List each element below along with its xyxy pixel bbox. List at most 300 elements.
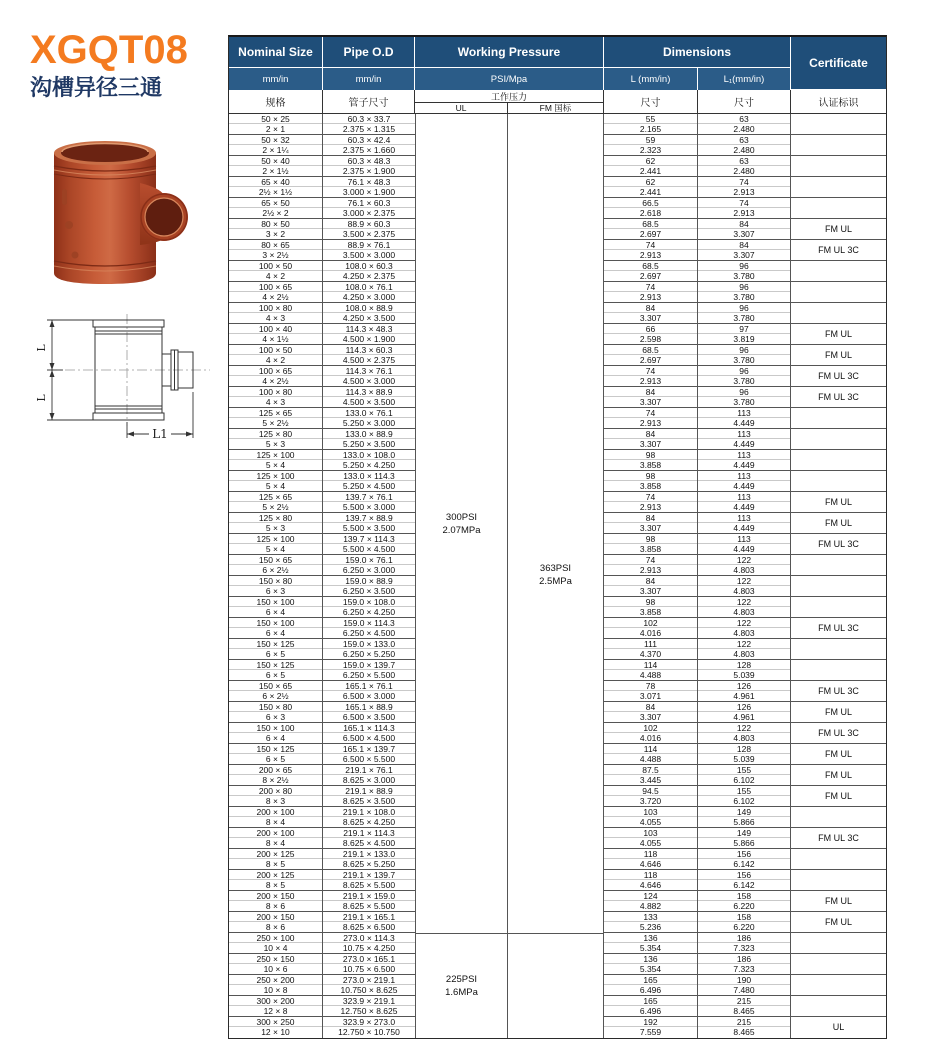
nominal-mm-value: 200 × 125 [229,849,322,859]
dimension-l-cell [604,345,698,365]
pipe-od-cell [323,870,415,890]
nominal-in-value: 5 × 3 [265,523,286,533]
l-mm-value: 102 [604,618,697,628]
dimension-l1-cell [698,471,791,491]
l1-in-value: 7.323 [733,964,755,974]
nominal-in-value: 10 × 8 [263,985,288,995]
od-mm-value: 139.7 × 114.3 [323,534,415,544]
pipe-od-cell [323,891,415,911]
nominal-size-cell [229,954,323,974]
unit-dimension-l: L (mm/in) [604,68,698,90]
nominal-in-value: 8 × 6 [265,922,286,932]
l-in-value: 3.720 [639,796,662,806]
pipe-od-cell [323,303,415,323]
od-mm-value: 114.3 × 88.9 [323,387,415,397]
dimension-l-cell [604,408,698,428]
pipe-od-cell [323,366,415,386]
dimension-l1-cell [698,975,791,995]
nominal-in-value: 4 × 2 [265,271,286,281]
l1-in-value: 2.480 [733,166,755,176]
nominal-mm-value: 65 × 50 [229,198,322,208]
nominal-in-value: 5 × 2½ [262,502,289,512]
pipe-od-cell [323,555,415,575]
l1-mm-value: 113 [698,534,790,544]
l-in-value: 3.858 [639,544,662,554]
l-mm-value: 68.5 [604,219,697,229]
nominal-in-value: 6 × 5 [265,670,286,680]
nominal-size-cell [229,912,323,932]
certificate-cell [791,156,886,176]
nominal-in-value: 12 × 8 [263,1006,288,1016]
pressure-ul-lower-cell [415,933,508,1038]
od-in-value: 8.625 × 3.000 [342,775,396,785]
product-photo-image [45,133,190,288]
certificate-cell [791,198,886,218]
l1-in-value: 3.780 [733,271,755,281]
pipe-od-cell [323,429,415,449]
pipe-od-cell [323,219,415,239]
od-in-value: 3.500 × 3.000 [342,250,396,260]
dimension-l1-cell [698,849,791,869]
dimension-l1-cell [698,912,791,932]
l1-in-value: 4.449 [733,544,755,554]
nominal-mm-value: 150 × 80 [229,702,322,712]
od-in-value: 10.75 × 4.250 [342,943,396,953]
nominal-size-cell [229,702,323,722]
l1-in-value: 6.220 [733,901,755,911]
nominal-size-cell [229,597,323,617]
od-in-value: 6.250 × 3.500 [342,586,396,596]
dimension-l-cell [604,639,698,659]
nominal-mm-value: 150 × 80 [229,576,322,586]
certificate-cell: FM UL 3C [818,833,859,843]
nominal-in-value: 4 × 3 [265,313,286,323]
nominal-in-value: 6 × 5 [265,754,286,764]
l-mm-value: 136 [604,933,697,943]
nominal-in-value: 4 × 1½ [262,334,289,344]
l1-mm-value: 156 [698,849,790,859]
od-in-value: 5.500 × 3.500 [342,523,396,533]
l-mm-value: 74 [604,282,697,292]
dimension-l-cell [604,849,698,869]
l1-in-value: 4.803 [733,607,755,617]
od-in-value: 8.625 × 5.500 [342,901,396,911]
od-in-value: 5.500 × 3.000 [342,502,396,512]
pipe-od-cell [323,744,415,764]
od-mm-value: 273.0 × 114.3 [323,933,415,943]
od-in-value: 5.250 × 4.250 [342,460,396,470]
l-in-value: 3.307 [639,523,662,533]
pipe-od-cell [323,1017,415,1038]
dimension-l-cell [604,135,698,155]
nominal-size-cell [229,849,323,869]
certificate-cell: FM UL [825,350,852,360]
header-nominal-size: Nominal Size [229,37,323,68]
pipe-od-cell [323,597,415,617]
pipe-od-cell [323,618,415,638]
pipe-od-cell [323,345,415,365]
l1-mm-value: 149 [698,807,790,817]
od-in-value: 8.625 × 4.250 [342,817,396,827]
l-in-value: 2.697 [639,271,662,281]
nominal-size-cell [229,828,323,848]
od-in-value: 3.000 × 1.900 [342,187,396,197]
l1-mm-value: 128 [698,660,790,670]
l-mm-value: 62 [604,156,697,166]
od-in-value: 4.250 × 2.375 [342,271,396,281]
od-mm-value: 108.0 × 76.1 [323,282,415,292]
pressure-ul-upper-psi: 300PSI [445,511,478,523]
nominal-in-value: 4 × 2½ [262,376,289,386]
od-mm-value: 165.1 × 114.3 [323,723,415,733]
l-mm-value: 165 [604,996,697,1006]
nominal-mm-value: 150 × 100 [229,618,322,628]
dimension-l-cell [604,513,698,533]
l-mm-value: 55 [604,114,697,124]
l1-mm-value: 96 [698,366,790,376]
dimension-l-cell [604,765,698,785]
l1-in-value: 2.913 [733,187,755,197]
l-in-value: 2.913 [639,502,662,512]
nominal-mm-value: 100 × 80 [229,303,322,313]
dimension-l1-cell [698,681,791,701]
product-name-chinese: 沟槽异径三通 [30,75,163,100]
l1-in-value: 4.449 [733,439,755,449]
l-mm-value: 66 [604,324,697,334]
dimension-l-cell [604,387,698,407]
pressure-fm-lower-cell [508,933,604,1038]
nominal-size-cell [229,345,323,365]
nominal-mm-value: 150 × 100 [229,723,322,733]
od-in-value: 4.500 × 1.900 [342,334,396,344]
certificate-cell: FM UL 3C [818,539,859,549]
l-mm-value: 84 [604,429,697,439]
nominal-size-cell [229,555,323,575]
od-mm-value: 60.3 × 33.7 [323,114,415,124]
od-in-value: 8.625 × 5.250 [342,859,396,869]
certificate-cell: FM UL [825,497,852,507]
nominal-size-cell [229,303,323,323]
dimension-l1-cell [698,639,791,659]
pipe-od-cell [323,954,415,974]
dimension-l-cell [604,282,698,302]
dimension-l-cell [604,450,698,470]
nominal-in-value: 2 × 1 [265,124,286,134]
od-mm-value: 76.1 × 60.3 [323,198,415,208]
od-mm-value: 88.9 × 76.1 [323,240,415,250]
od-in-value: 4.500 × 2.375 [342,355,396,365]
pipe-od-cell [323,471,415,491]
dimension-l-cell [604,555,698,575]
nominal-size-cell [229,534,323,554]
nominal-in-value: 6 × 3 [265,712,286,722]
nominal-size-cell [229,618,323,638]
nominal-in-value: 5 × 4 [265,544,286,554]
nominal-mm-value: 125 × 65 [229,492,322,502]
nominal-size-cell [229,681,323,701]
nominal-size-cell [229,198,323,218]
pipe-od-cell [323,114,415,134]
dimension-l-cell [604,870,698,890]
nominal-in-value: 8 × 5 [265,880,286,890]
l1-in-value: 3.780 [733,376,755,386]
pressure-ul-lower-mpa: 1.6MPa [445,987,478,998]
od-mm-value: 139.7 × 88.9 [323,513,415,523]
nominal-in-value: 8 × 6 [265,901,286,911]
cn-header-working-pressure: 工作压力 [415,90,603,103]
dimension-l1-cell [698,429,791,449]
l-in-value: 2.598 [639,334,662,344]
l1-in-value: 4.449 [733,502,755,512]
nominal-size-cell [229,576,323,596]
od-mm-value: 108.0 × 60.3 [323,261,415,271]
l1-mm-value: 149 [698,828,790,838]
l-mm-value: 74 [604,240,697,250]
od-mm-value: 133.0 × 108.0 [323,450,415,460]
l-mm-value: 192 [604,1017,697,1027]
nominal-size-cell [229,765,323,785]
l-mm-value: 74 [604,492,697,502]
l1-mm-value: 156 [698,870,790,880]
dimension-l1-cell [698,282,791,302]
pressure-ul-upper-mpa: 2.07MPa [442,524,481,536]
od-in-value: 5.250 × 3.000 [342,418,396,428]
l1-in-value: 4.961 [733,691,755,701]
l1-mm-value: 63 [698,114,790,124]
certificate-cell [791,660,886,680]
pressure-fm-upper-cell [508,114,604,933]
nominal-size-cell [229,975,323,995]
nominal-mm-value: 150 × 65 [229,555,322,565]
nominal-in-value: 4 × 3 [265,397,286,407]
unit-working-pressure: PSI/Mpa [415,68,604,90]
dimension-l1-cell [698,870,791,890]
nominal-in-value: 4 × 2½ [262,292,289,302]
pipe-od-cell [323,681,415,701]
certificate-cell: FM UL [825,917,852,927]
nominal-size-cell [229,429,323,449]
od-mm-value: 165.1 × 139.7 [323,744,415,754]
l1-in-value: 5.039 [733,670,755,680]
l-mm-value: 114 [604,744,697,754]
nominal-mm-value: 150 × 125 [229,639,322,649]
od-mm-value: 133.0 × 88.9 [323,429,415,439]
nominal-in-value: 12 × 10 [261,1027,290,1037]
nominal-mm-value: 100 × 65 [229,366,322,376]
od-mm-value: 114.3 × 48.3 [323,324,415,334]
nominal-in-value: 3 × 2½ [262,250,289,260]
od-mm-value: 159.0 × 114.3 [323,618,415,628]
od-in-value: 4.250 × 3.000 [342,292,396,302]
dimension-l1-cell [698,156,791,176]
nominal-size-cell [229,891,323,911]
dimension-l-cell [604,723,698,743]
l1-mm-value: 96 [698,282,790,292]
l-in-value: 3.858 [639,460,662,470]
l1-in-value: 3.780 [733,313,755,323]
nominal-in-value: 2 × 1¼ [262,145,289,155]
od-in-value: 12.750 × 10.750 [338,1027,400,1037]
l-mm-value: 62 [604,177,697,187]
od-mm-value: 159.0 × 133.0 [323,639,415,649]
nominal-size-cell [229,387,323,407]
nominal-size-cell [229,114,323,134]
l-in-value: 2.323 [639,145,662,155]
l-mm-value: 74 [604,366,697,376]
l-in-value: 5.354 [639,943,662,953]
dimension-l1-cell [698,702,791,722]
certificate-cell [791,639,886,659]
certificate-cell [791,408,886,428]
l-in-value: 7.559 [639,1027,662,1037]
l-mm-value: 84 [604,387,697,397]
pipe-od-cell [323,177,415,197]
l1-in-value: 2.480 [733,124,755,134]
nominal-in-value: 6 × 3 [265,586,286,596]
l-mm-value: 59 [604,135,697,145]
nominal-size-cell [229,240,323,260]
pipe-od-cell [323,534,415,554]
l-mm-value: 78 [604,681,697,691]
l-mm-value: 84 [604,513,697,523]
certificate-cell [791,576,886,596]
l1-in-value: 6.142 [733,859,755,869]
nominal-mm-value: 125 × 100 [229,534,322,544]
l1-in-value: 8.465 [733,1027,755,1037]
nominal-in-value: 8 × 4 [265,838,286,848]
l1-in-value: 4.803 [733,586,755,596]
od-mm-value: 219.1 × 114.3 [323,828,415,838]
nominal-size-cell [229,366,323,386]
l-in-value: 2.913 [639,250,662,260]
l-mm-value: 98 [604,450,697,460]
l-in-value: 3.071 [639,691,662,701]
nominal-size-cell [229,786,323,806]
od-mm-value: 219.1 × 159.0 [323,891,415,901]
certificate-cell: FM UL [825,518,852,528]
nominal-mm-value: 100 × 80 [229,387,322,397]
l-mm-value: 118 [604,870,697,880]
pipe-od-cell [323,261,415,281]
l-in-value: 3.445 [639,775,662,785]
dimension-l-cell [604,702,698,722]
l-in-value: 5.354 [639,964,662,974]
od-mm-value: 273.0 × 219.1 [323,975,415,985]
nominal-size-cell [229,660,323,680]
l-mm-value: 133 [604,912,697,922]
l-mm-value: 103 [604,807,697,817]
l1-in-value: 5.039 [733,754,755,764]
nominal-in-value: 6 × 4 [265,733,286,743]
certificate-cell [791,807,886,827]
nominal-in-value: 8 × 2½ [262,775,289,785]
nominal-mm-value: 200 × 125 [229,870,322,880]
nominal-mm-value: 125 × 80 [229,429,322,439]
nominal-in-value: 8 × 3 [265,796,286,806]
dimension-l-cell [604,114,698,134]
l1-mm-value: 122 [698,576,790,586]
dimension-l-cell [604,492,698,512]
nominal-in-value: 10 × 4 [263,943,288,953]
dimension-l-cell [604,177,698,197]
l-mm-value: 124 [604,891,697,901]
dimension-l1-cell [698,723,791,743]
l1-mm-value: 96 [698,345,790,355]
l1-in-value: 2.480 [733,145,755,155]
l1-mm-value: 190 [698,975,790,985]
nominal-mm-value: 80 × 65 [229,240,322,250]
l-mm-value: 98 [604,534,697,544]
dimension-l1-cell [698,387,791,407]
l-in-value: 2.913 [639,418,662,428]
nominal-size-cell [229,156,323,176]
certificate-cell [791,597,886,617]
nominal-mm-value: 300 × 200 [229,996,322,1006]
dimension-l-cell [604,618,698,638]
l1-in-value: 4.803 [733,565,755,575]
nominal-size-cell [229,492,323,512]
subheader-ul: UL [415,103,508,113]
nominal-in-value: 2½ × 1½ [258,187,293,197]
nominal-in-value: 6 × 5 [265,649,286,659]
l-in-value: 3.858 [639,481,662,491]
pipe-od-cell [323,156,415,176]
nominal-mm-value: 125 × 100 [229,450,322,460]
l1-mm-value: 84 [698,240,790,250]
nominal-in-value: 6 × 4 [265,628,286,638]
nominal-mm-value: 100 × 50 [229,261,322,271]
od-mm-value: 323.9 × 219.1 [323,996,415,1006]
l1-in-value: 3.307 [733,229,755,239]
l1-mm-value: 113 [698,513,790,523]
l-mm-value: 165 [604,975,697,985]
od-in-value: 6.250 × 4.500 [342,628,396,638]
cn-header-l: 尺寸 [604,90,698,114]
l-mm-value: 98 [604,471,697,481]
certificate-cell [791,870,886,890]
l1-in-value: 3.780 [733,355,755,365]
dimension-l-cell [604,597,698,617]
l-mm-value: 114 [604,660,697,670]
l1-mm-value: 96 [698,261,790,271]
od-in-value: 6.250 × 5.500 [342,670,396,680]
od-mm-value: 114.3 × 76.1 [323,366,415,376]
certificate-cell: FM UL 3C [818,686,859,696]
dimension-l-cell [604,261,698,281]
od-in-value: 10.75 × 6.500 [342,964,396,974]
unit-dimension-l1: L₁(mm/in) [698,68,791,90]
l1-mm-value: 155 [698,765,790,775]
od-mm-value: 165.1 × 88.9 [323,702,415,712]
pipe-od-cell [323,702,415,722]
dimension-l1-cell [698,366,791,386]
pipe-od-cell [323,135,415,155]
od-mm-value: 114.3 × 60.3 [323,345,415,355]
pipe-od-cell [323,492,415,512]
spec-table [228,35,887,1039]
dimension-l-cell [604,912,698,932]
od-mm-value: 133.0 × 114.3 [323,471,415,481]
l-in-value: 6.496 [639,1006,662,1016]
nominal-mm-value: 250 × 150 [229,954,322,964]
od-in-value: 8.625 × 4.500 [342,838,396,848]
dimension-l-cell [604,240,698,260]
l-in-value: 4.016 [639,628,662,638]
l-in-value: 2.913 [639,565,662,575]
od-mm-value: 159.0 × 76.1 [323,555,415,565]
l1-in-value: 6.102 [733,775,755,785]
od-in-value: 8.625 × 6.500 [342,922,396,932]
